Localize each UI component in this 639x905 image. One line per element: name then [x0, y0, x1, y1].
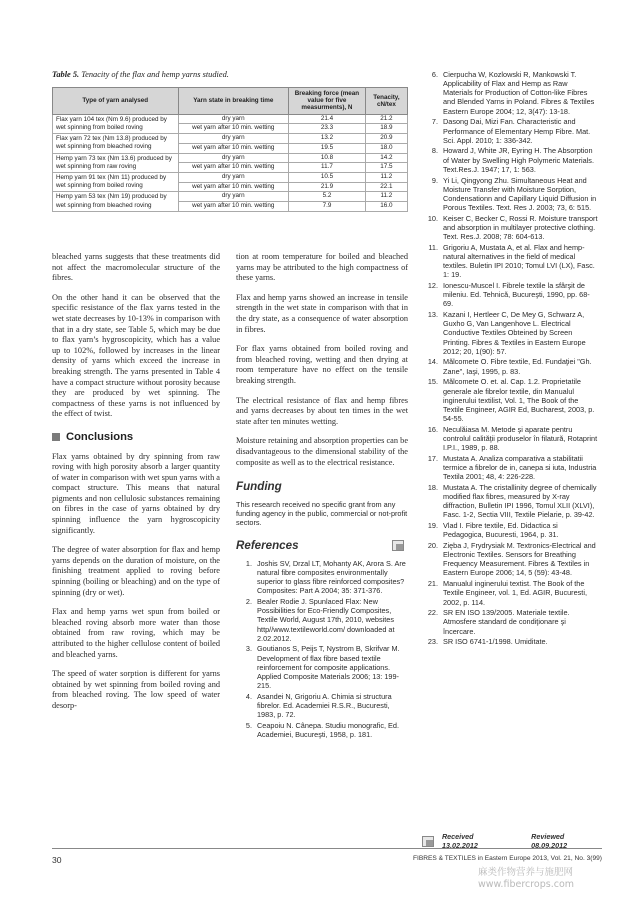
table-cell-force: 13.2: [289, 134, 366, 144]
table-caption: [52, 70, 412, 79]
table-cell-state: wet yarn after 10 min. wetting: [178, 202, 289, 212]
reference-item: [422, 243, 598, 280]
reference-number: 17.: [427, 453, 438, 463]
reference-number: 15.: [427, 377, 438, 387]
table-cell-state: dry yarn: [178, 153, 289, 163]
reference-item: [236, 644, 408, 690]
received-date: Received 13.02.2012: [441, 832, 478, 850]
table-cell-state: dry yarn: [178, 134, 289, 144]
paragraph: Flax and hemp yarns showed an increase in tensile strength in the wet state in comparison with that in the dry state, as a consequence of water absorption in fibres.: [236, 292, 408, 334]
reference-number: 16.: [427, 424, 438, 434]
table-caption-text: Tenacity of the flax and hemp yarns studied.: [81, 70, 229, 79]
reference-text: Ionescu-Muscel I. Fibrele textile la sfârşit de mileniu. Ed. Tehnică, Bucureşti, 1990, pp. 68-69.: [443, 281, 590, 309]
reference-item: [422, 377, 598, 423]
reference-text: SR EN ISO 139/2005. Materiale textile. Atmosfere standard de condiţionare şi încercare.: [443, 608, 570, 636]
reference-text: Joshis SV, Drzal LT, Mohanty AK, Arora S. Are natural fibre composites environmentally superior to glass fibre reinforced composites? Composites: Part A 2004; 35: 371-376.: [257, 558, 406, 596]
reference-number: 6.: [431, 70, 438, 79]
table-caption-label: Table 5.: [52, 70, 80, 79]
funding-heading: Funding: [236, 480, 282, 494]
reference-text: Cierpucha W, Kozlowski R, Mankowski T. Applicability of Flax and Hemp as Raw Materials for Production of Cotton-like Fibres and Blended Yarns in Poland. Fibres & Textiles Eastern Europe 2004; 12, 3(47): 13-18.: [443, 70, 595, 116]
reference-number: 14.: [427, 357, 438, 367]
table-cell-force: 23.3: [289, 124, 366, 134]
table-cell-state: wet yarn after 10 min. wetting: [178, 143, 289, 153]
table-cell-yarn: Flax yarn 104 tex (Nm 9.6) produced by wet spinning from boiled roving: [53, 114, 179, 133]
reference-text: Dasong Dai, Mizi Fan. Characteristic and Performance of Elementary Hemp Fibre. Mat. Sci. Appl. 2010; 1: 336-342.: [443, 117, 591, 145]
reference-text: Grigoriu A, Mustata A, et al. Flax and hemp-natural alternatives in the field of medical textiles. Buletin IPI 2010; Tomul LVI (LX), Fasc. 1: 19.: [443, 242, 595, 280]
reference-text: Howard J, White JR, Eyring H. The Absorption of Water by Swelling High Polymeric Materials. Text.Res.J. 1947; 17, 1: 563.: [443, 146, 594, 174]
reference-text: Neculăiasa M. Metode şi aparate pentru controlul calităţii produselor în filatură, Rotaprint I.P.I., 1989, p. 88.: [443, 424, 598, 453]
paragraph: For flax yarns obtained from boiled roving and from bleached roving, wetting and then drying at room temperature have no effect on the tensile breaking strength.: [236, 344, 408, 385]
reference-item: [422, 146, 598, 173]
reference-number: 2.: [245, 597, 252, 607]
reference-item: [422, 70, 598, 116]
tenacity-table: [52, 87, 408, 212]
table-cell-tenacity: 17.5: [365, 163, 407, 173]
table-cell-tenacity: 22.1: [365, 182, 407, 192]
reference-text: Vlad I. Fibre textile, Ed. Didactica si Pedagogica, Bucuresti, 1964, p. 31.: [443, 521, 559, 540]
watermark-line-2: www.fibercrops.com: [478, 879, 575, 890]
table-row: [53, 153, 408, 163]
reference-item: [422, 483, 598, 520]
table-cell-tenacity: 11.2: [365, 172, 407, 182]
reference-item: [422, 454, 598, 481]
table-row: [53, 192, 408, 202]
reference-number: 20.: [427, 540, 438, 550]
paragraph: tion at room temperature for boiled and bleached yarns may be attributed to the high compactness of these yarns.: [236, 252, 408, 283]
reference-number: 23.: [427, 637, 438, 647]
paragraph: The speed of water sorption is different for yarns obtained by wet spinning from boiled roving and from bleached roving. The low speed of water desorp-: [52, 669, 220, 710]
site-watermark: [478, 867, 618, 891]
table-cell-yarn: Hemp yarn 91 tex (Nm 11) produced by wet spinning from boiled roving: [53, 172, 179, 191]
table-cell-force: 7.9: [289, 202, 366, 212]
references-heading: References: [236, 539, 299, 553]
reference-number: 11.: [428, 242, 438, 252]
table-cell-force: 11.7: [289, 163, 366, 173]
reference-item: [422, 608, 598, 635]
journal-footer: FIBRES & TEXTILES in Eastern Europe 2013, Vol. 21, No. 3(99): [413, 855, 602, 862]
reference-number: 19.: [427, 521, 438, 531]
table-cell-force: 10.5: [289, 172, 366, 182]
table-cell-tenacity: 16.0: [365, 202, 407, 212]
conclusions-heading-text: Conclusions: [66, 430, 134, 443]
reference-text: Keiser C, Becker C, Rossi R. Moisture transport and absorption in multilayer protective clothing. Text. Res.J. 2008; 78: 604-613.: [443, 213, 598, 242]
reference-number: 7.: [431, 117, 438, 127]
reference-number: 1.: [245, 558, 252, 568]
reference-item: [422, 214, 598, 241]
reference-text: Kazani I, Hertleer C, De Mey G, Schwarz A, Guxho G, Van Langenhove L. Electrical Conductive Textiles Obteined by Screen Printing. Fibres & Textiles in Eastern Europe 2012; 20, 1(90): 57.: [443, 310, 586, 356]
reference-text: Mălcomete O. et. al. Cap. 1.2. Proprietatile generale ale fibrelor textile, din Manualul inginerului textilist, Vol. 1, The Book of the Textile Engineer, AGIR Ed, Bucharest, 2003, p. 54-55.: [443, 377, 595, 423]
reference-item: [236, 721, 408, 739]
reference-number: 12.: [427, 281, 438, 290]
reference-number: 10.: [427, 213, 438, 223]
conclusions-heading: [52, 432, 220, 443]
reference-text: SR ISO 6741-1/1998. Umiditate.: [443, 637, 548, 647]
reference-item: [422, 425, 598, 452]
reference-text: Asandei N, Grigoriu A. Chimia si structura fibrelor. Ed. Academiei R.S.R., Bucuresti, 1983, p. 72.: [257, 691, 392, 720]
table-cell-force: 10.8: [289, 153, 366, 163]
table-cell-yarn: Flax yarn 72 tex (Nm 13.8) produced by wet spinning from bleached roving: [53, 134, 179, 153]
reference-item: [422, 541, 598, 578]
table-cell-force: 19.5: [289, 143, 366, 153]
reference-item: [236, 597, 408, 643]
reference-text: Ceapoiu N. Cânepa. Studiu monografic, Ed. Academiei, Bucureşti, 1958, p. 181.: [257, 720, 399, 740]
table-cell-tenacity: 18.0: [365, 143, 407, 153]
reference-number: 5.: [245, 720, 252, 730]
table-header-breaking-force: Breaking force (mean value for five measurments), N: [289, 88, 366, 115]
table-cell-state: wet yarn after 10 min. wetting: [178, 182, 289, 192]
table-cell-tenacity: 21.2: [365, 114, 407, 124]
text-column-1: [52, 252, 220, 721]
reference-number: 22.: [427, 608, 438, 618]
text-column-2: [236, 252, 408, 741]
reviewed-date: Reviewed 08.09.2012: [531, 832, 568, 850]
reference-item: [422, 579, 598, 606]
reference-number: 13.: [427, 310, 438, 320]
reference-item: [422, 637, 598, 646]
footer-divider: [52, 848, 602, 849]
reference-item: [236, 692, 408, 719]
table-cell-state: wet yarn after 10 min. wetting: [178, 124, 289, 134]
text-column-3: [422, 70, 598, 648]
paragraph: The degree of water absorption for flax and hemp yarns depends on the duration of moisture, on the finishing treatment applied to roving before spinning (boiling or bleaching) and on the type of spinning (dry or wet).: [52, 545, 220, 597]
reference-text: Mustata A. The cristallinity degree of chemically modified flax fibres, measured by X-ray diffraction, Bulletin IPI 1996, Tomul XLII (XLVI), Fasc. 1-2, Sectia VIII, Textile Pielarie, p. 39-42.: [443, 482, 597, 520]
table-row: [53, 114, 408, 124]
table-cell-state: dry yarn: [178, 192, 289, 202]
reference-number: 3.: [245, 644, 252, 654]
reference-item: [422, 521, 598, 539]
table-cell-force: 21.4: [289, 114, 366, 124]
paragraph: The electrical resistance of flax and hemp fibres and yarns decreases by about ten times in the wet state after ten minutes wetting.: [236, 395, 408, 426]
watermark-line-1: 麻类作物营养与施肥网: [478, 867, 574, 878]
reference-item: [422, 281, 598, 308]
table-cell-state: dry yarn: [178, 172, 289, 182]
paragraph: Moisture retaining and absorption properties can be disadvantageous to the dimensional stability of the composite as well as to the electrical resistance.: [236, 436, 408, 467]
table-cell-force: 5.2: [289, 192, 366, 202]
table-cell-tenacity: 20.9: [365, 134, 407, 144]
reference-item: [422, 357, 598, 375]
page-number: 30: [52, 855, 62, 865]
paragraph: On the other hand it can be observed that the specific resistance of the flax yarns tested in the wet state decreases by 10-13% in comparison with that in a dry state, see Table 5, which may be due to flax yarn’s hygroscopicity, which has a value up to 102%, followed by increases in the linear density of yarns which exceed the increase in breaking strength. The yarns presented in Table 4 have a compact structure without porosity because they are produced by wet spinning. The compactness of these yarns is not influenced by the effect of twist.: [52, 292, 220, 419]
reference-list: [422, 70, 598, 646]
end-of-article-icon: [422, 836, 434, 847]
reference-number: 4.: [245, 691, 252, 701]
section-square-icon: [52, 433, 60, 441]
paragraph: bleached yarns suggests that these treatments did not affect the macromolecular structure of the fibres.: [52, 252, 220, 283]
paragraph: Flax yarns obtained by dry spinning from raw roving with high porosity absorb a larger quantity of water in comparison with wet spun yarns with a compact structure. This means that natural pigments and non cellulosic substances remaining on fibres in the case of yarns obtained by dry spinning influence the yarn hygroscopicity significantly.: [52, 451, 220, 535]
table-cell-state: dry yarn: [178, 114, 289, 124]
table-cell-state: wet yarn after 10 min. wetting: [178, 163, 289, 173]
table-row: [53, 134, 408, 144]
table-header-yarn-type: Type of yarn analysed: [53, 88, 179, 115]
reference-list: [236, 559, 408, 739]
paragraph: Flax and hemp yarns wet spun from boiled or bleached roving absorb more water than those obtained from raw roving, which may be attributed to the higher cellulose content of boiled and bleached yarns.: [52, 607, 220, 659]
reference-number: 9.: [431, 175, 438, 185]
reference-number: 18.: [427, 482, 438, 492]
reference-item: [236, 559, 408, 596]
reference-text: Zięba J, Frydrysiak M. Textronics-Electrical and Electronic Textiles. Sensors for Breathing Frequency Measurement. Fibres & Textiles in Eastern Europe 2006; 14, 5 (59): 43-48.: [443, 540, 596, 578]
table-header-yarn-state: Yarn state in breaking time: [178, 88, 289, 115]
table-cell-force: 21.9: [289, 182, 366, 192]
table-header-tenacity: Tenacity, cN/tex: [365, 88, 407, 115]
reference-item: [422, 117, 598, 144]
funding-text: This research received no specific grant from any funding agency in the public, commercial or not-profit sectors.: [236, 499, 408, 528]
reference-text: Yi Li, Qingyong Zhu. Simultaneous Heat and Moisture Transfer with Moisture Sorption, Condensationn and Capillary Liquid Diffusion in Porous Textiles. Text. Res J. 2003; 73, 6: 515.: [443, 175, 597, 212]
reference-text: Mustata A. Analiza comparativa a stabilitatii termice a fibrelor de in, canepa si iuta, Industria Textila 2001; 48, 4: 226-228.: [443, 453, 597, 482]
reference-text: Manualul inginerului textist. The Book of the Textile Engineer, vol. 1, Ed. AGIR, Bucuresti, 2002, p. 114.: [443, 579, 587, 607]
table-cell-tenacity: 14.2: [365, 153, 407, 163]
reference-item: [422, 176, 598, 213]
table-cell-yarn: Hemp yarn 53 tex (Nm 19) produced by wet spinning from bleached roving: [53, 192, 179, 211]
table-cell-tenacity: 18.9: [365, 124, 407, 134]
table-cell-tenacity: 11.2: [365, 192, 407, 202]
reference-number: 8.: [431, 146, 438, 156]
table-cell-yarn: Hemp yarn 73 tex (Nm 13.6) produced by wet spinning from raw roving: [53, 153, 179, 172]
reference-number: 21.: [427, 579, 438, 589]
reference-item: [422, 310, 598, 356]
reference-text: Mălcomete O. Fibre textile, Ed. Fundaţiei "Gh. Zane", Iaşi, 1995, p. 83.: [443, 357, 592, 376]
reference-text: Bealer Rodie J. Spunlaced Flax: New Possibilities for Eco-Friendly Composites, Textile World, August 17th, 2010, websites http//www.textileworld.com/ downloaded at 2.02.2012.: [257, 597, 395, 643]
reference-text: Goutianos S, Peijs T, Nystrom B, Skrifvar M. Development of flax fibre based textile reinforcement for composite applications. Applied Composite Materials 2006; 13: 199-215.: [257, 644, 400, 691]
table-row: [53, 172, 408, 182]
end-of-text-icon: [392, 540, 404, 551]
